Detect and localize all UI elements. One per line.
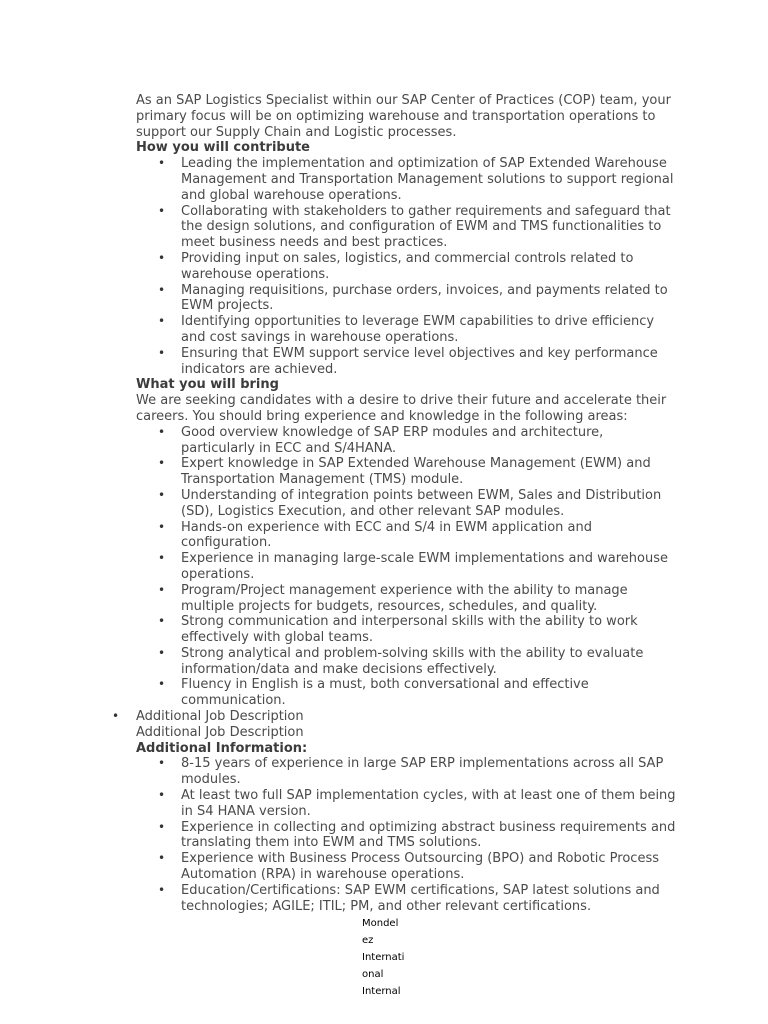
list-item: • Understanding of integration points between EWM, Sales and Distribution (SD), Logistics Execution, and other relevant SAP modules. <box>181 488 681 520</box>
additional-info-list <box>136 756 681 914</box>
list-item: • Leading the implementation and optimization of SAP Extended Warehouse Management and Transportation Management solutions to support regional and global warehouse operations. <box>181 156 681 203</box>
list-item: • Managing requisitions, purchase orders, invoices, and payments related to EWM projects. <box>181 283 681 315</box>
list-item: • Experience with Business Process Outsourcing (BPO) and Robotic Process Automation (RPA) in warehouse operations. <box>181 851 681 883</box>
list-item: • Experience in managing large-scale EWM implementations and warehouse operations. <box>181 551 681 583</box>
list-item: • Strong analytical and problem-solving skills with the ability to evaluate information/data and make decisions effectively. <box>181 646 681 678</box>
classification-line: onal <box>362 969 384 980</box>
additional-job-bullet-label: Additional Job Description <box>136 709 304 725</box>
bring-heading: What you will bring <box>136 377 279 393</box>
list-item: • Strong communication and interpersonal skills with the ability to work effectively with global teams. <box>181 614 681 646</box>
list-item: • Ensuring that EWM support service level objectives and key performance indicators are achieved. <box>181 346 681 378</box>
bullet-icon: • <box>112 709 120 724</box>
contribute-heading: How you will contribute <box>136 140 311 156</box>
classification-line: Internal <box>362 986 401 997</box>
list-item: • Experience in collecting and optimizing abstract business requirements and translating them into EWM and TMS solutions. <box>181 820 681 852</box>
classification-line: Mondel <box>362 918 399 929</box>
list-item: • At least two full SAP implementation cycles, with at least one of them being in S4 HANA version. <box>181 788 681 820</box>
additional-job-label: Additional Job Description <box>136 724 304 740</box>
list-item: • Fluency in English is a must, both conversational and effective communication. <box>181 677 681 709</box>
list-item: • Providing input on sales, logistics, and commercial controls related to warehouse operations. <box>181 251 681 283</box>
classification-line: Internati <box>362 952 405 963</box>
bring-intro: We are seeking candidates with a desire to drive their future and accelerate their careers. You should bring experience and knowledge in the following areas: <box>136 393 667 424</box>
list-item: • Collaborating with stakeholders to gather requirements and safeguard that the design solutions, and configuration of EWM and TMS functionalities to meet business needs and best practices. <box>181 204 681 251</box>
job-description <box>112 93 681 914</box>
list-item: • Good overview knowledge of SAP ERP modules and architecture, particularly in ECC and S/4HANA. <box>181 425 681 457</box>
list-item: • Expert knowledge in SAP Extended Warehouse Management (EWM) and Transportation Management (TMS) module. <box>181 456 681 488</box>
list-item: • Education/Certifications: SAP EWM certifications, SAP latest solutions and technologies; AGILE; ITIL; PM, and other relevant certifications. <box>181 883 681 915</box>
additional-job-item <box>112 709 681 725</box>
contribute-list <box>136 156 681 377</box>
list-item: • Identifying opportunities to leverage EWM capabilities to drive efficiency and cost savings in warehouse operations. <box>181 314 681 346</box>
list-item: • 8-15 years of experience in large SAP ERP implementations across all SAP modules. <box>181 756 681 788</box>
additional-info-heading: Additional Information: <box>136 740 308 756</box>
bring-list <box>136 425 681 709</box>
intro-paragraph: As an SAP Logistics Specialist within our SAP Center of Practices (COP) team, your primary focus will be on optimizing warehouse and transportation operations to support our Supply Chain and Logistic processes. <box>136 93 671 140</box>
classification-line: ez <box>362 935 374 946</box>
list-item: • Hands-on experience with ECC and S/4 in EWM application and configuration. <box>181 520 681 552</box>
list-item: • Program/Project management experience with the ability to manage multiple projects for budgets, resources, schedules, and quality. <box>181 583 681 615</box>
classification-label <box>362 915 422 1000</box>
